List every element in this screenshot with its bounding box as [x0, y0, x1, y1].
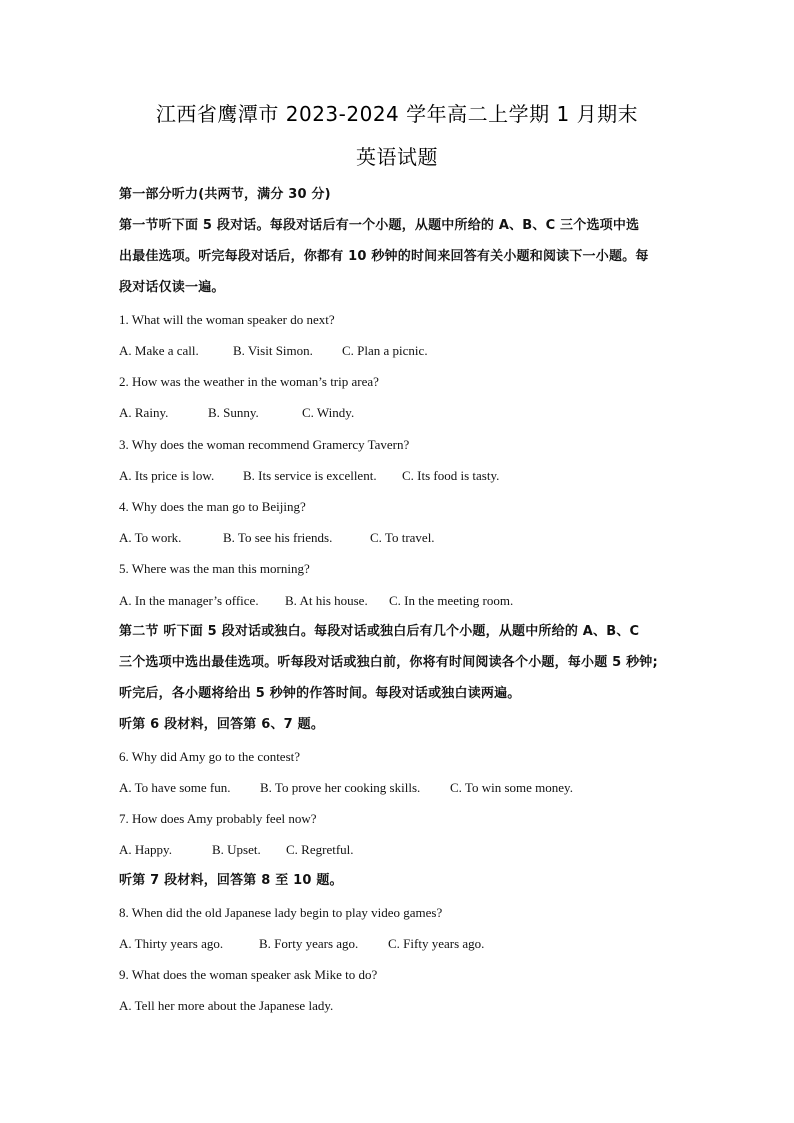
- question-6-stem: 6. Why did Amy go to the contest?: [119, 749, 301, 764]
- option: C. To travel.: [370, 530, 435, 545]
- option: A. Thirty years ago.: [119, 936, 224, 951]
- option: A. Happy.: [119, 842, 172, 857]
- question-7-options: [119, 841, 354, 859]
- question-2-options: [119, 404, 354, 422]
- question-9-stem: 9. What does the woman speaker ask Mike to do?: [119, 967, 378, 982]
- question-1-stem: 1. What will the woman speaker do next?: [119, 312, 335, 327]
- option: B. Its service is excellent.: [243, 468, 377, 483]
- section2-instruction-line-3: 听完后，各小题将给出 5 秒钟的作答时间。每段对话或独白读两遍。: [119, 686, 521, 701]
- option: A. Make a call.: [119, 343, 199, 358]
- question-8-stem: 8. When did the old Japanese lady begin to play video games?: [119, 905, 443, 920]
- option: B. To prove her cooking skills.: [260, 780, 421, 795]
- question-9-option-a: A. Tell her more about the Japanese lady.: [119, 998, 334, 1013]
- option: C. In the meeting room.: [389, 593, 514, 608]
- section2-instruction-line-1: 第二节 听下面 5 段对话或独白。每段对话或独白后有几个小题，从题中所给的 A、B、C: [119, 624, 640, 639]
- question-8-options: [119, 935, 484, 953]
- option: B. Upset.: [212, 842, 261, 857]
- option: B. Sunny.: [208, 405, 259, 420]
- option: A. To work.: [119, 530, 182, 545]
- section1-instruction-line-2: 出最佳选项。听完每段对话后，你都有 10 秒钟的时间来回答有关小题和阅读下一小题。每: [119, 249, 649, 264]
- option: A. To have some fun.: [119, 780, 231, 795]
- material-6-heading: 听第 6 段材料，回答第 6、7 题。: [119, 717, 325, 732]
- material-7-heading: 听第 7 段材料，回答第 8 至 10 题。: [119, 873, 343, 888]
- option: B. Forty years ago.: [259, 936, 359, 951]
- question-4-options: [119, 529, 435, 547]
- section1-instruction-line-1: 第一节听下面 5 段对话。每段对话后有一个小题，从题中所给的 A、B、C 三个选项中选: [119, 218, 640, 233]
- option: B. Visit Simon.: [233, 343, 313, 358]
- question-5-options: [119, 592, 513, 610]
- question-6-options: [119, 779, 573, 797]
- question-7-stem: 7. How does Amy probably feel now?: [119, 811, 317, 826]
- option: A. Rainy.: [119, 405, 169, 420]
- option: B. At his house.: [285, 593, 368, 608]
- option: C. Regretful.: [286, 842, 354, 857]
- document-title: 江西省鹰潭市 2023-2024 学年高二上学期 1 月期末: [155, 102, 639, 126]
- question-3-stem: 3. Why does the woman recommend Gramercy Tavern?: [119, 437, 410, 452]
- option: B. To see his friends.: [223, 530, 333, 545]
- question-5-stem: 5. Where was the man this morning?: [119, 561, 310, 576]
- option: A. In the manager’s office.: [119, 593, 259, 608]
- option: A. Its price is low.: [119, 468, 215, 483]
- question-1-options: [119, 342, 428, 360]
- option: C. Fifty years ago.: [388, 936, 485, 951]
- option: C. To win some money.: [450, 780, 573, 795]
- question-4-stem: 4. Why does the man go to Beijing?: [119, 499, 306, 514]
- document-subtitle: 英语试题: [356, 145, 438, 169]
- section1-instruction-line-3: 段对话仅读一遍。: [119, 280, 225, 295]
- question-2-stem: 2. How was the weather in the woman’s trip area?: [119, 374, 379, 389]
- option: C. Its food is tasty.: [402, 468, 500, 483]
- part1-heading: 第一部分听力(共两节，满分 30 分): [119, 187, 331, 202]
- section2-instruction-line-2: 三个选项中选出最佳选项。听每段对话或独白前，你将有时间阅读各个小题，每小题 5 秒钟;: [119, 655, 658, 670]
- option: C. Plan a picnic.: [342, 343, 428, 358]
- option: C. Windy.: [302, 405, 355, 420]
- question-3-options: [119, 467, 499, 485]
